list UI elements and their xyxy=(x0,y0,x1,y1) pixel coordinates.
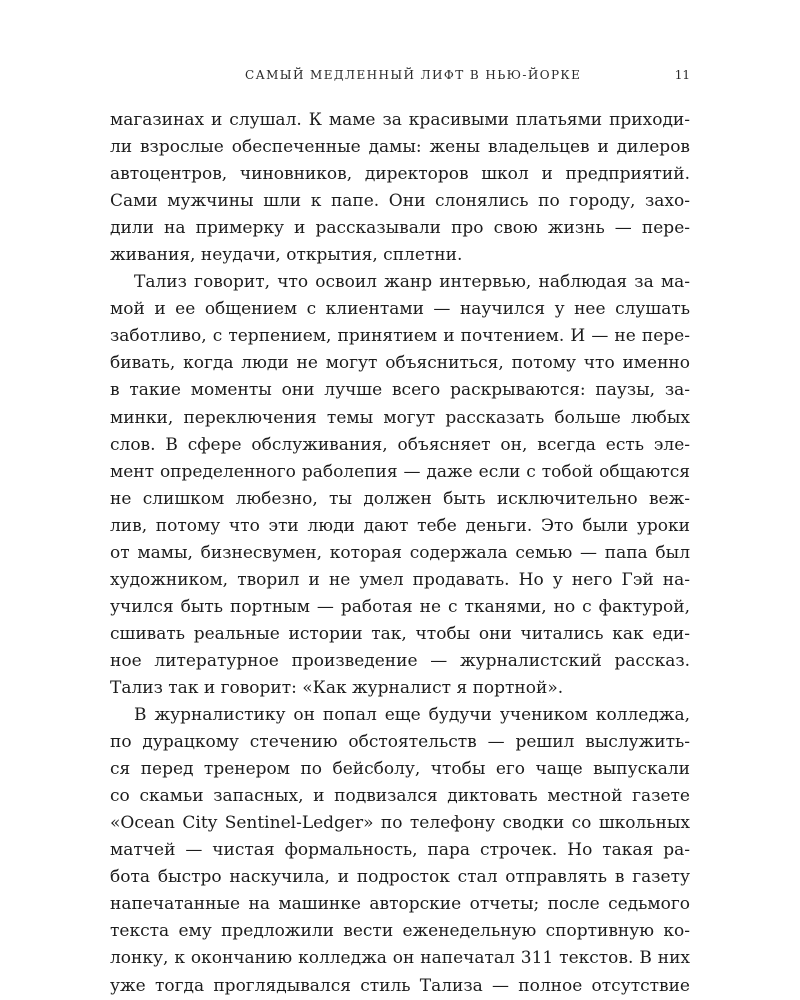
text-line: Тализ говорит, что освоил жанр интервью, наблюдая за ма- xyxy=(134,272,690,293)
text-line: слов. В сфере обслуживания, объясняет он, всегда есть эле- xyxy=(110,434,690,455)
text-line: сшивать реальные истории так, чтобы они читались как еди- xyxy=(110,623,690,644)
text-line: текста ему предложили вести еженедельную спортивную ко- xyxy=(110,921,690,942)
text-line: мент определенного раболепия — даже если с тобой общаются xyxy=(110,461,690,482)
text-line: дили на примерку и рассказывали про свою жизнь — пере- xyxy=(110,218,690,239)
text-line: лив, потому что эти люди дают тебе деньги. Это были уроки xyxy=(110,515,690,536)
text-line: бивать, когда люди не могут объясниться, потому что именно xyxy=(110,353,690,374)
text-line: заботливо, с терпением, принятием и почтением. И — не пере- xyxy=(110,326,690,347)
text-line: от мамы, бизнесвумен, которая содержала семью — папа был xyxy=(110,542,690,563)
running-head xyxy=(110,68,690,88)
body-text xyxy=(110,107,690,1000)
text-line: художником, творил и не умел продавать. Но у него Гэй на- xyxy=(110,569,690,590)
text-line: В журналистику он попал еще будучи учеником колледжа, xyxy=(134,705,690,726)
page-number: 11 xyxy=(674,68,690,82)
text-line: автоцентров, чиновников, директоров школ и предприятий. xyxy=(110,164,690,185)
text-line: напечатанные на машинке авторские отчеты; после седьмого xyxy=(110,894,690,915)
text-line: живания, неудачи, открытия, сплетни. xyxy=(110,245,463,266)
text-line: мой и ее общением с клиентами — научился у нее слушать xyxy=(110,299,690,320)
text-line: в такие моменты они лучше всего раскрываются: паузы, за- xyxy=(110,380,690,401)
text-line: лонку, к окончанию колледжа он напечатал 311 текстов. В них xyxy=(110,948,690,969)
text-line: ся перед тренером по бейсболу, чтобы его чаще выпускали xyxy=(110,759,690,780)
text-line: учился быть портным — работая не с тканями, но с фактурой, xyxy=(110,596,690,617)
running-title: САМЫЙ МЕДЛЕННЫЙ ЛИФТ В НЬЮ-ЙОРКЕ xyxy=(245,68,582,82)
text-line: уже тогда проглядывался стиль Тализа — полное отсутствие xyxy=(110,975,690,996)
text-line: минки, переключения темы могут рассказать больше любых xyxy=(110,407,690,428)
text-line: Сами мужчины шли к папе. Они слонялись по городу, захо- xyxy=(110,191,690,212)
text-line: «Ocean City Sentinel-Ledger» по телефону сводки со школьных xyxy=(110,813,690,834)
text-line: магазинах и слушал. К маме за красивыми платьями приходи- xyxy=(110,110,690,130)
text-line: бота быстро наскучила, и подросток стал отправлять в газету xyxy=(110,867,690,888)
text-line: Тализ так и говорит: «Как журналист я портной». xyxy=(110,677,564,698)
text-line: ное литературное произведение — журналистский рассказ. xyxy=(110,650,690,671)
text-line: со скамьи запасных, и подвизался диктовать местной газете xyxy=(110,786,690,807)
text-line: по дурацкому стечению обстоятельств — решил выслужить- xyxy=(110,732,690,753)
text-line: матчей — чистая формальность, пара строчек. Но такая ра- xyxy=(110,840,690,861)
text-line: ли взрослые обеспеченные дамы: жены владельцев и дилеров xyxy=(110,137,690,158)
text-line: не слишком любезно, ты должен быть исключительно веж- xyxy=(110,488,690,509)
